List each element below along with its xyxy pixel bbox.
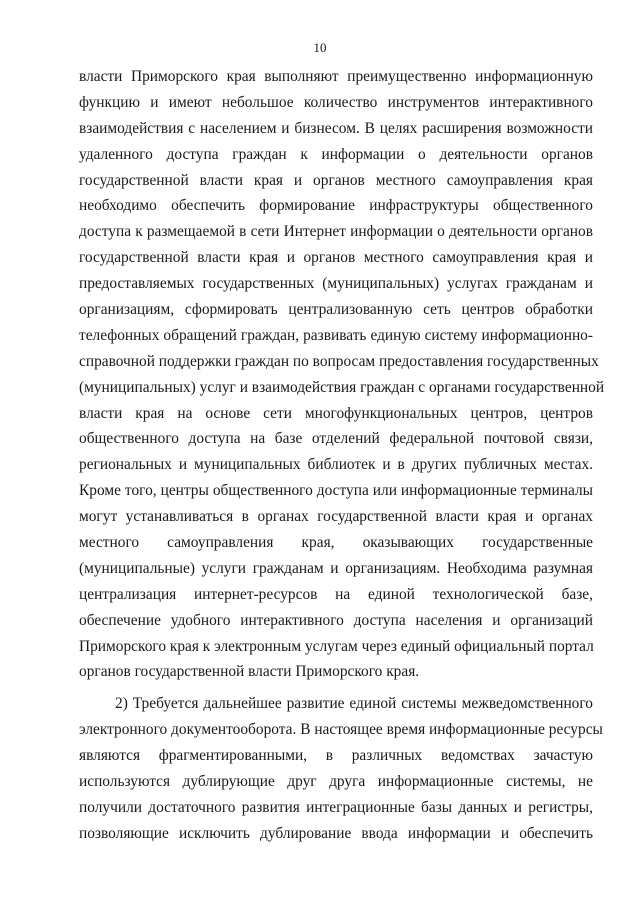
text-line: могут устанавливаться в органах государственной власти края и органах: [79, 508, 593, 526]
text-line: Приморского края к электронным услугам через единый официальный портал: [79, 637, 594, 655]
document-body: [79, 64, 605, 847]
paragraph: [79, 691, 603, 846]
text-line: доступа к размещаемой в сети Интернет информации о деятельности органов: [79, 223, 593, 241]
text-line: централизация интернет-ресурсов на единой технологической базе,: [79, 585, 593, 603]
text-line: необходимо обеспечить формирование инфраструктуры общественного: [79, 197, 593, 215]
text-line: справочной поддержки граждан по вопросам предоставления государственных: [79, 352, 599, 370]
text-line: (муниципальные) услуги гражданам и организациям. Необходима разумная: [79, 559, 593, 577]
text-line: общественного доступа на базе отделений федеральной почтовой связи,: [79, 430, 593, 448]
paragraph: [79, 64, 605, 685]
text-line: функцию и имеют небольшое количество инструментов интерактивного: [79, 93, 593, 111]
text-line: обеспечение удобного интерактивного доступа населения и организаций: [79, 611, 593, 629]
text-line: получили достаточного развития интеграционные базы данных и регистры,: [79, 798, 593, 816]
text-line: местного самоуправления края, оказывающих государственные: [79, 534, 593, 552]
text-line: удаленного доступа граждан к информации о деятельности органов: [79, 145, 593, 163]
text-line: Кроме того, центры общественного доступа или информационные терминалы: [79, 482, 593, 500]
text-line: предоставляемых государственных (муниципальных) услугах гражданам и: [79, 275, 593, 293]
text-line: государственной власти края и органов местного самоуправления края: [79, 171, 593, 189]
text-line: используются дублирующие друг друга информационные системы, не: [79, 773, 593, 791]
text-line: (муниципальных) услуг и взаимодействия граждан с органами государственной: [79, 378, 605, 396]
text-line: позволяющие исключить дублирование ввода информации и обеспечить: [79, 824, 593, 842]
text-line: власти Приморского края выполняют преимущественно информационную: [79, 68, 593, 85]
text-line: 2) Требуется дальнейшее развитие единой системы межведомственного: [115, 695, 593, 713]
text-line: органов государственной власти Приморского края.: [79, 663, 420, 681]
text-line: являются фрагментированными, в различных ведомствах зачастую: [79, 747, 593, 765]
text-line: взаимодействия с населением и бизнесом. В целях расширения возможности: [79, 119, 593, 137]
text-line: телефонных обращений граждан, развивать единую систему информационно-: [79, 326, 593, 344]
text-line: государственной власти края и органов местного самоуправления края и: [79, 249, 593, 267]
text-line: электронного документооборота. В настоящее время информационные ресурсы: [79, 721, 603, 739]
text-line: региональных и муниципальных библиотек и в других публичных местах.: [79, 456, 593, 474]
text-line: власти края на основе сети многофункциональных центров, центров: [79, 404, 593, 422]
page-number: 10: [313, 40, 327, 55]
text-line: организациям, сформировать централизованную сеть центров обработки: [79, 301, 593, 319]
